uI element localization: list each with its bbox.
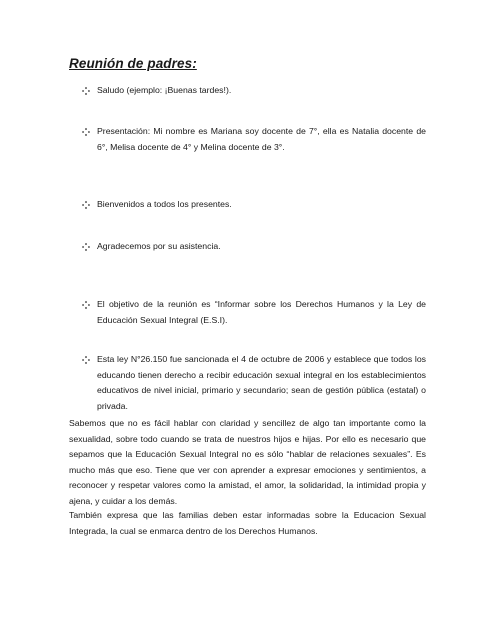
bullet-item xyxy=(81,83,426,99)
bullet-item xyxy=(81,352,426,414)
bullet-text: El objetivo de la reunión es “Informar sobre los Derechos Humanos y la Ley de Educación Sexual Integral (E.S.I). xyxy=(97,299,426,325)
bullet-item xyxy=(81,239,426,255)
bullet-item xyxy=(81,124,426,155)
bullet-text: Presentación: Mi nombre es Mariana soy docente de 7°, ella es Natalia docente de 6°, Melisa docente de 4° y Melina docente de 3°. xyxy=(97,126,426,152)
bullet-text: Bienvenidos a todos los presentes. xyxy=(97,199,232,209)
four-diamond-bullet-icon xyxy=(81,83,91,99)
four-diamond-bullet-icon xyxy=(81,297,91,313)
four-diamond-bullet-icon xyxy=(81,352,91,368)
bullet-text: Saludo (ejemplo: ¡Buenas tardes!). xyxy=(97,85,232,95)
bullet-text: Esta ley N°26.150 fue sancionada el 4 de octubre de 2006 y establece que todos los educando tienen derecho a recibir educación sexual integral en los establecimientos educativos de nivel inicial, primario y secundario; sean de gestión pública (estatal) o privada. xyxy=(97,354,426,411)
body-paragraph: También expresa que las familias deben estar informadas sobre la Educacion Sexual Integrada, la cual se enmarca dentro de los Derechos Humanos. xyxy=(69,510,426,536)
document-title: Reunión de padres: xyxy=(69,56,197,71)
four-diamond-bullet-icon xyxy=(81,197,91,213)
bullet-text: Agradecemos por su asistencia. xyxy=(97,241,221,251)
four-diamond-bullet-icon xyxy=(81,124,91,140)
bullet-item xyxy=(81,197,426,213)
body-paragraph: Sabemos que no es fácil hablar con claridad y sencillez de algo tan importante como la sexualidad, sobre todo cuando se trata de nuestros hijos e hijas. Por ello es necesario que sepamos que la Educación Sexual Integral no es sólo “hablar de relaciones sexuales”. Es mucho más que eso. Tiene que ver con aprender a expresar emociones y sentimientos, a reconocer y respetar valores como la amistad, el amor, la solidaridad, la intimidad propia y ajena, y cuidar a los demás. xyxy=(69,418,426,506)
bullet-item xyxy=(81,297,426,328)
four-diamond-bullet-icon xyxy=(81,239,91,255)
